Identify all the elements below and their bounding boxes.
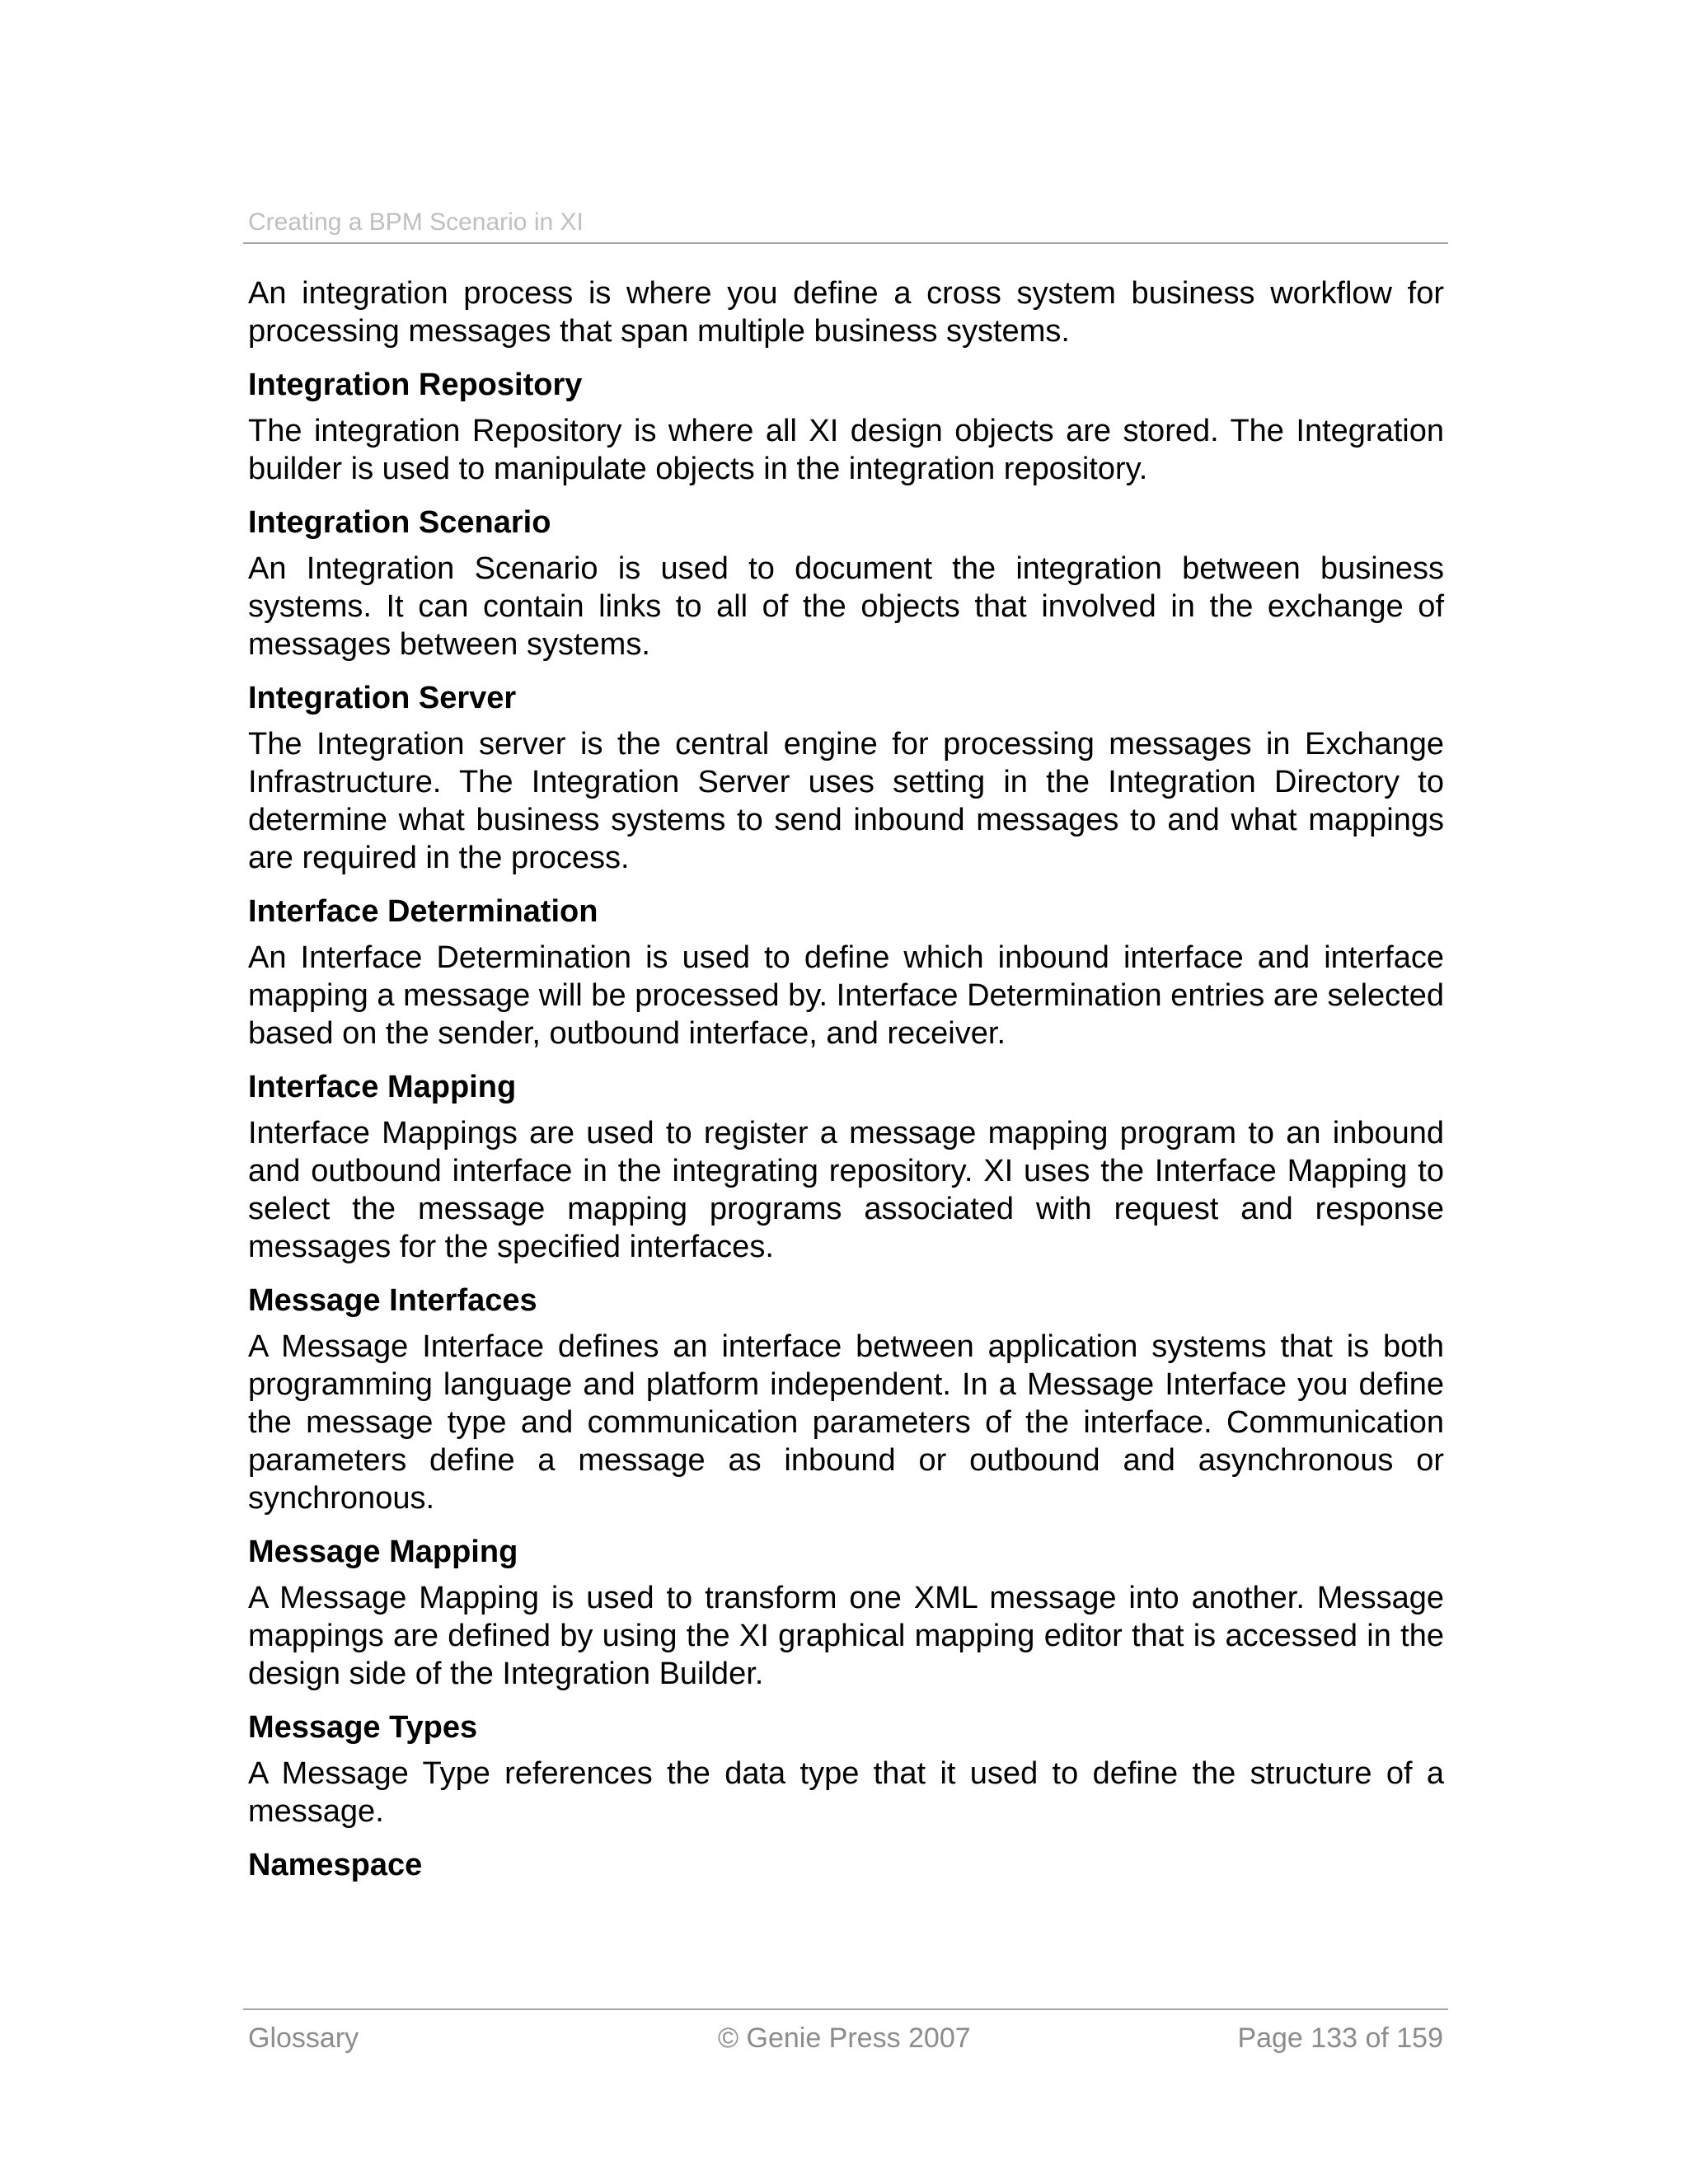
definition-message-mapping: A Message Mapping is used to transform one XML message into another. Message mappings are defined by using the XI graphical mapping editor that is accessed in the design side of the Integration Builder.	[248, 1581, 1444, 1691]
definition-message-interfaces: A Message Interface defines an interface between application systems that is both programming language and platform independent. In a Message Interface you define the message type and communication parameters of the interface. Communication parameters define a message as inbound or outbound and asynchronous or synchronous.	[248, 1329, 1444, 1516]
footer-copyright: © Genie Press 2007	[718, 2022, 971, 2054]
term-integration-repository: Integration Repository	[248, 368, 583, 402]
definition-integration-repository: The integration Repository is where all XI design objects are stored. The Integration builder is used to manipulate objects in the integration repository.	[248, 414, 1444, 486]
definition-interface-determination: An Interface Determination is used to define which inbound interface and interface mapping a message will be processed by. Interface Determination entries are selected based on the sender, outbound interface, and receiver.	[248, 940, 1444, 1051]
term-integration-scenario: Integration Scenario	[248, 505, 551, 540]
term-interface-determination: Interface Determination	[248, 894, 598, 929]
term-integration-server: Integration Server	[248, 681, 517, 715]
intro-paragraph: An integration process is where you define a cross system business workflow for processing messages that span multiple business systems.	[248, 276, 1444, 349]
page-footer	[243, 2008, 1448, 2060]
definition-interface-mapping: Interface Mappings are used to register a message mapping program to an inbound and outbound interface in the integrating repository. XI uses the Interface Mapping to select the message mapping programs associated with request and response messages for the specified interfaces.	[248, 1116, 1444, 1264]
page-header-title: Creating a BPM Scenario in XI	[248, 209, 584, 236]
definition-integration-scenario: An Integration Scenario is used to document the integration between business systems. It can contain links to all of the objects that involved in the exchange of messages between systems.	[248, 551, 1444, 662]
definition-integration-server: The Integration server is the central engine for processing messages in Exchange Infrastructure. The Integration Server uses setting in the Integration Directory to determine what business systems to send inbound messages to and what mappings are required in the process.	[248, 727, 1444, 875]
term-message-mapping: Message Mapping	[248, 1535, 518, 1569]
term-message-interfaces: Message Interfaces	[248, 1283, 537, 1318]
definition-message-types: A Message Type references the data type that it used to define the structure of a message.	[248, 1756, 1444, 1829]
footer-section: Glossary	[248, 2022, 359, 2054]
footer-page-number: Page 133 of 159	[1237, 2022, 1443, 2054]
term-message-types: Message Types	[248, 1710, 478, 1745]
term-namespace: Namespace	[248, 1848, 423, 1882]
glossary-content	[248, 274, 1444, 1892]
term-interface-mapping: Interface Mapping	[248, 1070, 517, 1104]
page-header	[243, 206, 1448, 244]
